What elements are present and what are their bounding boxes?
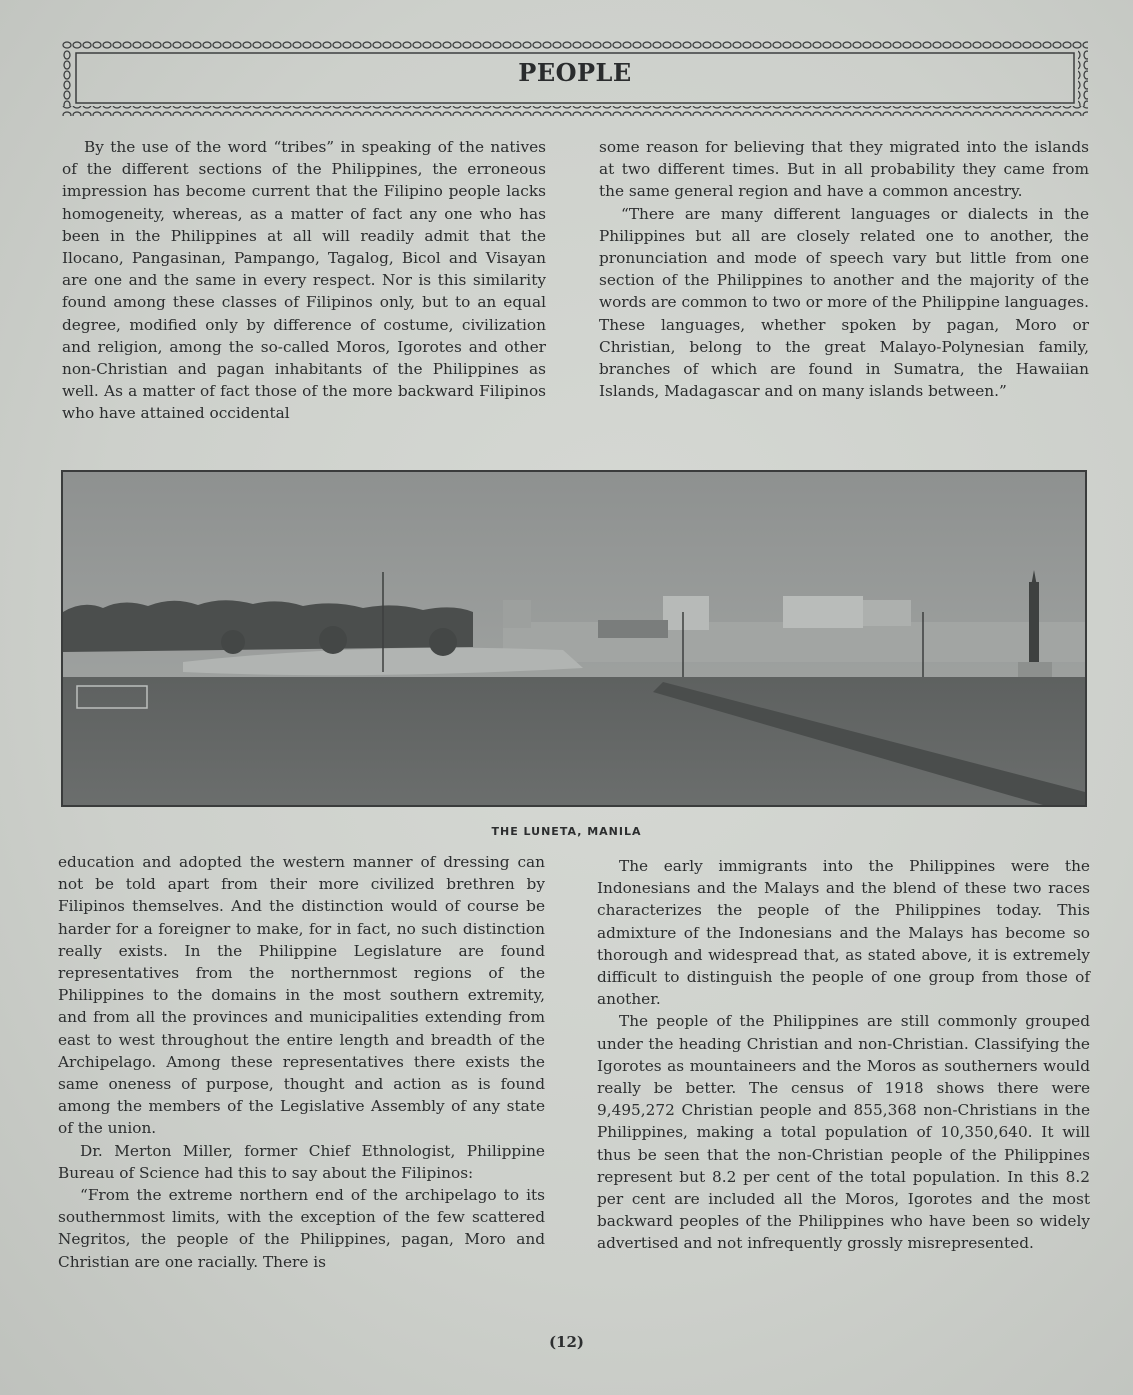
paragraph: “From the extreme northern end of the archipelago to its southernmost limits, with the exception of the few scattered Negritos, the people of the Philippines, pagan, Moro and Christian are one racially. There is xyxy=(58,1186,545,1271)
text-column-top-right xyxy=(599,136,1089,402)
paragraph: “There are many different languages or dialects in the Philippines but all are closely related one to another, the pronunciation and mode of speech vary but little from one section of the Philippines to another and the majority of the words are common to two or more of the Philippine languages. These languages, whether spoken by pagan, Moro or Christian, belong to the great Malayo-Polynesian family, branches of which are found in Sumatra, the Hawaiian Islands, Madagascar and on many islands between.” xyxy=(599,204,1089,401)
text-column-bottom-left xyxy=(58,851,545,1273)
paragraph: Dr. Merton Miller, former Chief Ethnologist, Philippine Bureau of Science had this to say about the Filipinos: xyxy=(58,1141,545,1182)
photo-illustration xyxy=(63,472,1085,805)
text-column-top-left xyxy=(62,136,546,425)
paragraph: By the use of the word “tribes” in speaking of the natives of the different sections of the Philippines, the erroneous impression has become current that the Filipino people lacks homogeneity, whereas, as a matter of fact any one who has been in the Philippines at all will readily admit that the Ilocano, Pangasinan, Pampango, Tagalog, Bicol and Visayan are one and the same in every respect. Nor is this similarity found among these classes of Filipinos only, but to an equal degree, modified only by difference of costume, civilization and religion, among the so-called Moros, Igorotes and other non-Christian and pagan inhabitants of the Philippines as well. As a matter of fact those of the more backward Filipinos who have attained occidental xyxy=(62,138,546,423)
paragraph: The people of the Philippines are still commonly grouped under the heading Christian and non-Christian. Classifying the Igorotes as mountaineers and the Moros as southerners would really be better. The census of 1918 shows there were 9,495,272 Christian people and 855,368 non-Christians in the Philippines, making a total population of 10,350,640. It will thus be seen that the non-Christian people of the Philippines represent but 8.2 per cent of the total population. In this 8.2 per cent are included all the Moros, Igorotes and the most backward peoples of the Philippines who have been so widely advertised and not infrequently grossly misrepresented. xyxy=(597,1012,1090,1253)
photo-luneta xyxy=(61,470,1087,807)
paragraph: The early immigrants into the Philippines were the Indonesians and the Malays and the blend of these two races characterizes the people of the Philippines today. This admixture of the Indonesians and the Malays has become so thorough and widespread that, as stated above, it is extremely difficult to distinguish the people of one group from those of another. xyxy=(597,857,1090,1009)
text-column-bottom-right xyxy=(597,855,1090,1255)
page-title: PEOPLE xyxy=(518,58,632,87)
paragraph: some reason for believing that they migrated into the islands at two different times. But in all probability they came from the same general region and have a common ancestry. xyxy=(599,138,1089,201)
paragraph: education and adopted the western manner of dressing can not be told apart from their more civilized brethren by Filipinos themselves. And the distinction would of course be harder for a foreigner to make, for in fact, no such distinction really exists. In the Philippine Legislature are found representatives from the northernmost regions of the Philippines to the domains in the most southern extremity, and from all the provinces and municipalities extending from east to west throughout the entire length and breadth of the Archipelago. Among these representatives there exists the same oneness of purpose, thought and action as is found among the members of the Legislative Assembly of any state of the union. xyxy=(58,853,545,1138)
header-banner xyxy=(62,40,1088,116)
page-number: (12) xyxy=(548,1333,585,1351)
photo-caption: THE LUNETA, MANILA xyxy=(491,825,642,838)
